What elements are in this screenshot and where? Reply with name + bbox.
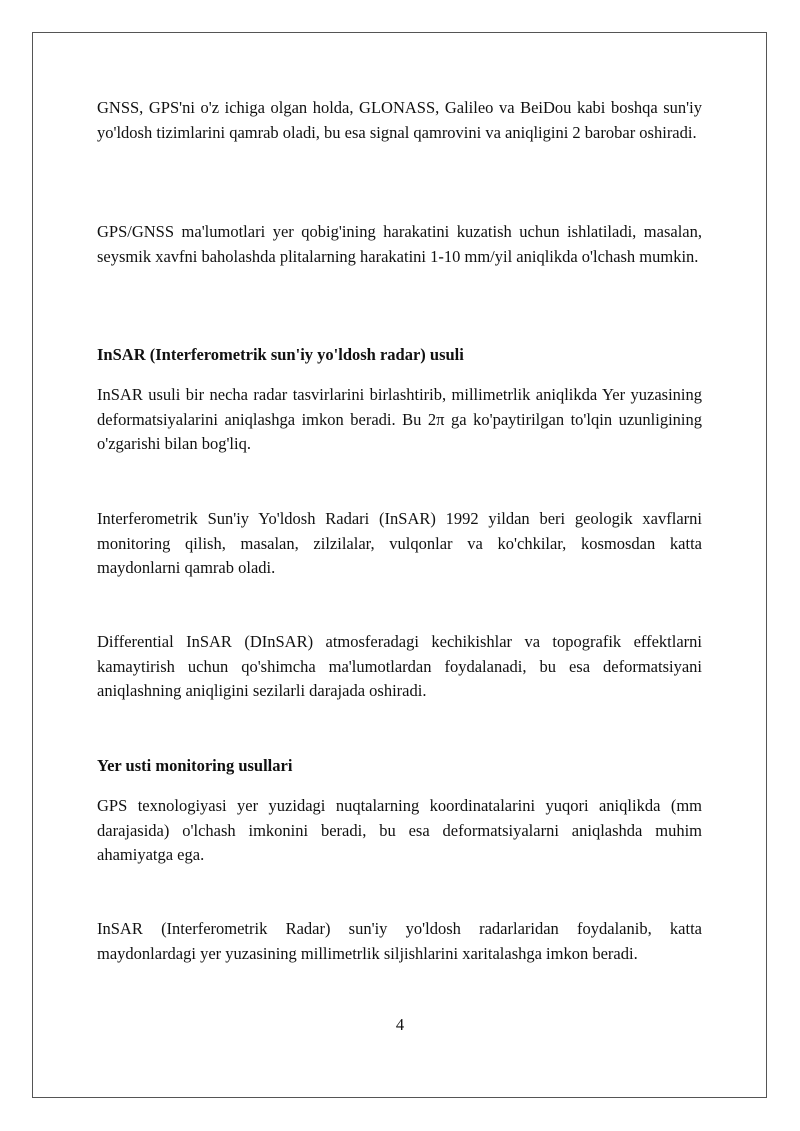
paragraph-gnss: GNSS, GPS'ni o'z ichiga olgan holda, GLONASS, Galileo va BeiDou kabi boshqa sun'iy yo'ldosh tizimlarini qamrab oladi, bu esa signal qamrovini va aniqligini 2 barobar oshiradi. <box>97 98 702 142</box>
heading-surface-monitoring: Yer usti monitoring usullari <box>97 756 293 775</box>
paragraph-gps-gnss-data: GPS/GNSS ma'lumotlari yer qobig'ining harakatini kuzatish uchun ishlatiladi, masalan, seysmik xavfni baholashda plitalarning harakatini 1-10 mm/yil aniqlikda o'lchash mumkin. <box>97 222 702 266</box>
paragraph-insar-usuli: InSAR usuli bir necha radar tasvirlarini birlashtirib, millimetrlik aniqlikda Yer yuzasining deformatsiyalarini aniqlashga imkon beradi. Bu 2π ga ko'paytirilgan to'lqin uzunligining o'zgarishi bilan bog'liq. <box>97 385 702 453</box>
page-number: 4 <box>395 1015 405 1034</box>
paragraph-dinsar: Differential InSAR (DInSAR) atmosferadagi kechikishlar va topografik effektlarni kamaytirish uchun qo'shimcha ma'lumotlardan foydalanadi, bu esa deformatsiyani aniqlashning aniqligini sezilarli darajada oshiradi. <box>97 632 702 700</box>
heading-insar-method: InSAR (Interferometrik sun'iy yo'ldosh radar) usuli <box>97 345 464 364</box>
paragraph-insar-radar: InSAR (Interferometrik Radar) sun'iy yo'ldosh radarlaridan foydalanib, katta maydonlardagi yer yuzasining millimetrlik siljishlarini xaritalashga imkon beradi. <box>97 919 702 963</box>
paragraph-insar-1992: Interferometrik Sun'iy Yo'ldosh Radari (InSAR) 1992 yildan beri geologik xavflarni monitoring qilish, masalan, zilzilalar, vulqonlar va ko'chkilar, kosmosdan katta maydonlarni qamrab oladi. <box>97 509 702 577</box>
paragraph-gps-technology: GPS texnologiyasi yer yuzidagi nuqtalarning koordinatalarini yuqori aniqlikda (mm darajasida) o'lchash imkonini beradi, bu esa deformatsiyalarni aniqlashda muhim ahamiyatga ega. <box>97 796 702 864</box>
